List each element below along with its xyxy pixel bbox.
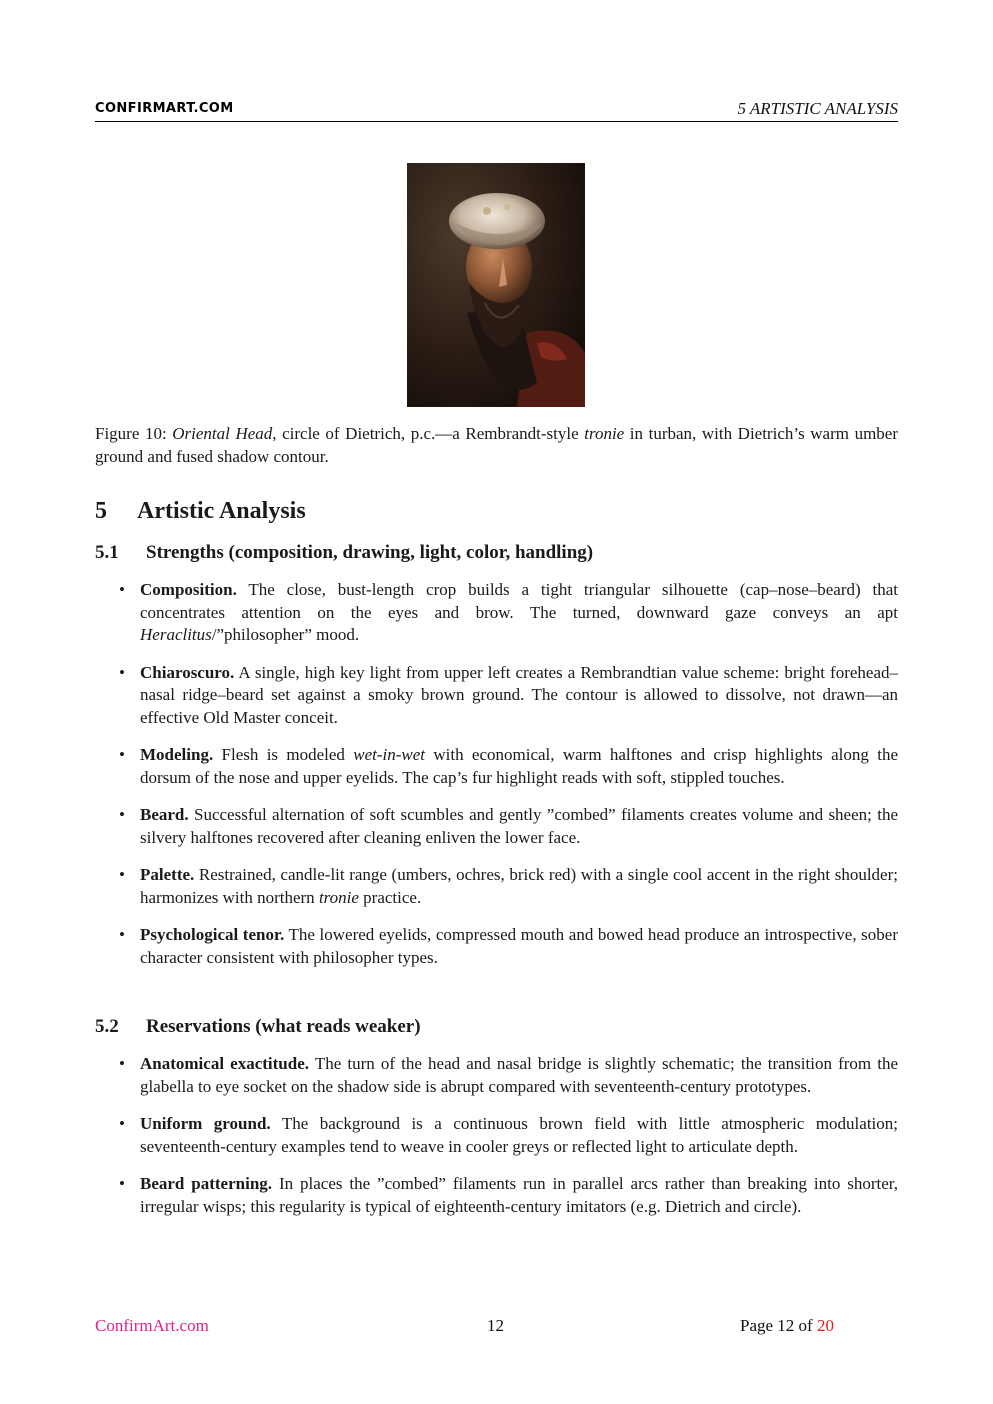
list-item <box>95 1053 898 1098</box>
figure-term: tronie <box>584 424 625 443</box>
page-footer <box>95 1316 898 1338</box>
page-of-prefix: Page 12 of <box>740 1316 817 1335</box>
subsection-number: 5.1 <box>95 542 119 563</box>
item-text: A single, high key light from upper left creates a Rembrandtian value scheme: bright forehead–nasal ridge–beard set against a smoky brown ground. The contour is allowed to dissolve, not drawn—an effective Old Master conceit. <box>140 662 898 727</box>
figure-text-a: , circle of Dietrich, p.c.—a Rembrandt-style <box>272 424 585 443</box>
item-text: The turn of the head and nasal bridge is slightly schematic; the transition from the glabella to eye socket on the shadow side is abrupt compared with seventeenth-century prototypes. <box>140 1054 898 1096</box>
running-head: 5 ARTISTIC ANALYSIS <box>737 99 898 118</box>
list-item <box>95 1173 898 1218</box>
item-term: Uniform ground. <box>140 1114 271 1133</box>
item-term: Chiaroscuro. <box>140 662 235 682</box>
figure-title: Oriental Head <box>172 424 273 443</box>
list-item <box>95 662 898 730</box>
list-item <box>95 1113 898 1158</box>
item-emphasis: wet-in-wet <box>353 745 426 764</box>
item-text: Successful alternation of soft scumbles and gently ”combed” filaments creates volume and sheen; the silvery halftones recovered after cleaning enliven the lower face. <box>140 805 898 847</box>
subsection-heading-strengths <box>95 542 593 564</box>
item-term: Beard. <box>140 805 189 824</box>
list-item <box>95 804 898 849</box>
item-emphasis: tronie <box>318 887 359 907</box>
subsection-heading-reservations <box>95 1016 421 1038</box>
reservations-list <box>95 1053 898 1233</box>
section-number: 5 <box>95 498 107 524</box>
site-logo[interactable]: CONFIRMART.COM <box>95 101 234 116</box>
item-text: /”philosopher” mood. <box>211 625 360 644</box>
footer-site-link[interactable]: ConfirmArt.com <box>95 1316 209 1335</box>
section-title: Artistic Analysis <box>137 498 306 524</box>
item-text: In places the ”combed” filaments run in parallel arcs rather than breaking into shorter, irregular wisps; this regularity is typical of eighteenth-century imitators (e.g. Dietrich and circle). <box>140 1174 899 1216</box>
item-text: Flesh is modeled <box>213 745 354 764</box>
item-text: practice. <box>358 887 422 907</box>
list-item <box>95 924 898 969</box>
page-header <box>95 99 898 122</box>
figure-text-b: in turban, with Dietrich’s warm umber ground and fused shadow contour. <box>95 424 898 466</box>
item-text: The lowered eyelids, compressed mouth and bowed head produce an introspective, sober character consistent with philosopher types. <box>140 925 898 967</box>
item-term: Anatomical exactitude. <box>140 1054 310 1073</box>
item-term: Palette. <box>140 865 195 884</box>
subsection-number: 5.2 <box>95 1016 119 1037</box>
item-text: The close, bust-length crop builds a tight triangular silhouette (cap–nose–beard) that concentrates attention on the eyes and brow. The turned, downward gaze conveys an apt <box>140 580 898 622</box>
subsection-title: Strengths (composition, drawing, light, color, handling) <box>146 542 594 563</box>
item-term: Beard patterning. <box>140 1174 273 1193</box>
list-item <box>95 864 898 909</box>
figure-caption <box>95 422 898 468</box>
item-text: The background is a continuous brown field with little atmospheric modulation; seventeenth-century examples tend to weave in cooler greys or reflected light to articulate depth. <box>140 1114 898 1156</box>
footer-page-of <box>740 1316 834 1336</box>
strengths-list <box>95 579 898 984</box>
figure-label: Figure 10: <box>95 424 167 443</box>
list-item <box>95 579 898 647</box>
footer-page-number: 12 <box>487 1316 504 1335</box>
list-item <box>95 744 898 789</box>
item-emphasis: Heraclitus <box>140 625 212 644</box>
item-term: Modeling. <box>140 745 214 764</box>
painting-image <box>407 163 585 407</box>
item-term: Composition. <box>140 580 237 599</box>
page-total-link[interactable]: 20 <box>816 1316 834 1335</box>
subsection-title: Reservations (what reads weaker) <box>146 1016 421 1037</box>
item-text: Restrained, candle-lit range (umbers, ochres, brick red) with a single cool accent in the right shoulder; harmonizes with northern <box>140 865 898 907</box>
item-text: with economical, warm halftones and crisp highlights along the dorsum of the nose and upper eyelids. The cap’s fur highlight reads with soft, stippled touches. <box>140 745 898 787</box>
section-heading <box>95 498 306 525</box>
item-term: Psychological tenor. <box>140 925 285 944</box>
